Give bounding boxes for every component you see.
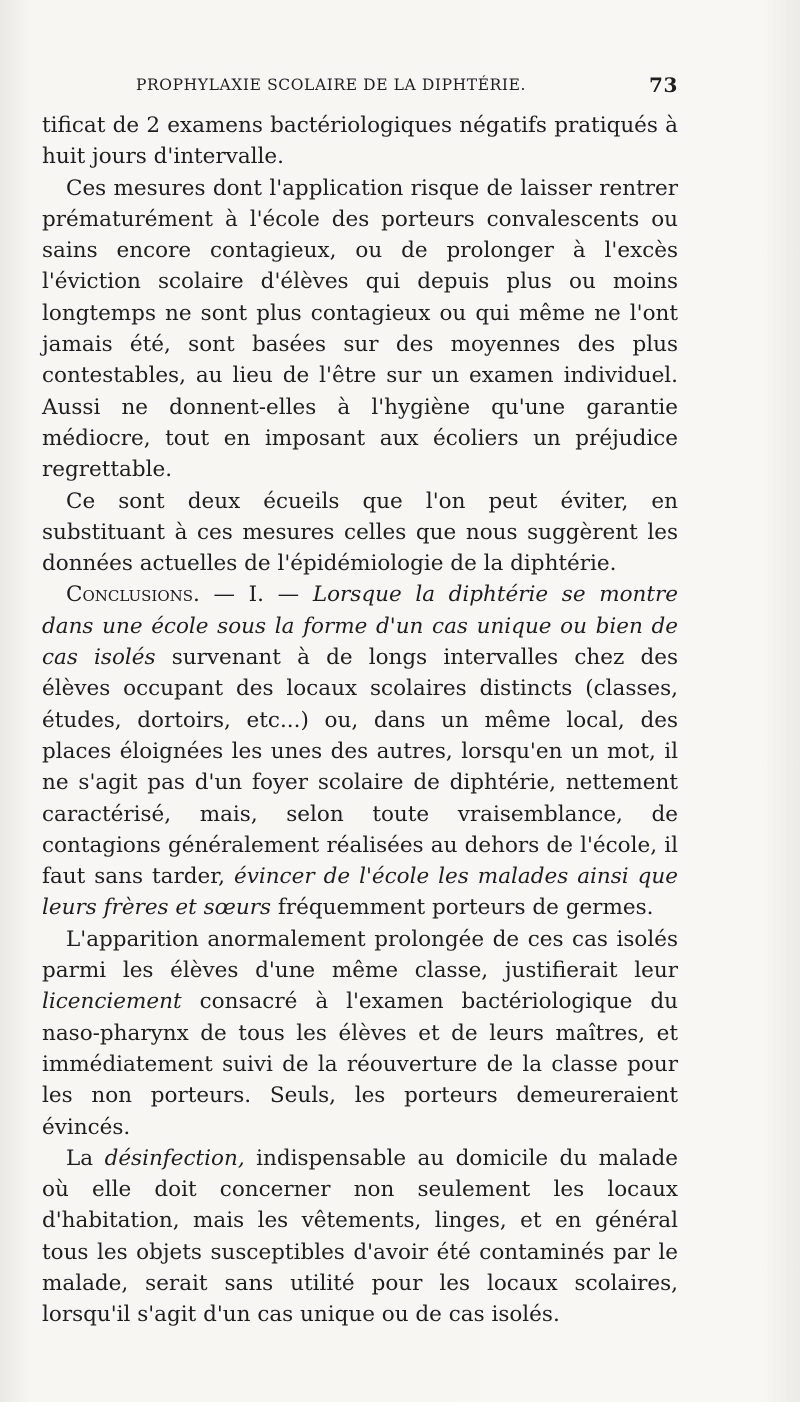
page-header <box>128 73 678 102</box>
paragraph-desinfection <box>42 1143 678 1331</box>
conclusion-italic-text: Lorsque la diphtérie se montre dans une école sous la forme d'un cas unique ou bien de cas isolés <box>42 582 679 671</box>
paragraph-mesures <box>42 173 678 486</box>
paragraph-text: Ces mesures dont l'application risque de laisser rentrer prématurément à l'école des porteurs convalescents ou sains encore contagieux, ou de prolonger à l'excès l'éviction scolaire d'élèves qui depuis plus ou moins longtemps ne sont plus contagieux ou qui même ne l'ont jamais été, sont basées sur des moyennes des plus contestables, au lieu de l'être sur un examen individuel. Aussi ne donnent-elles à l'hygiène qu'une garantie médiocre, tout en imposant aux écoliers un préjudice regrettable. <box>42 175 678 483</box>
conclusions-label: Conclusions. <box>66 582 200 608</box>
paragraph-text: fréquemment porteurs de germes. <box>277 895 654 921</box>
paragraph-conclusions <box>42 579 678 923</box>
paragraph-text: Ce sont deux écueils que l'on peut éviter, en substituant à ces mesures celles que nous suggèrent les données actuelles de l'épidémiologie de la diphtérie. <box>42 488 678 577</box>
conclusion-number: — I. — <box>213 582 300 608</box>
emphasis-desinfection: désinfection, <box>104 1145 245 1171</box>
paragraph-text: tificat de 2 examens bactériologiques négatifs pratiqués à huit jours d'intervalle. <box>42 113 678 170</box>
body-text <box>42 110 678 1331</box>
paragraph-text: La <box>66 1145 94 1171</box>
page-number: 73 <box>648 73 678 97</box>
conclusion-directive: évincer de l'école les malades ainsi que leurs frères et sœurs <box>42 864 678 921</box>
paragraph-text: consacré à l'examen bactériologique du naso-pharynx de tous les élèves et de leurs maîtres, et immédiatement suivi de la réouverture de la classe pour les non porteurs. Seuls, les porteurs demeureraient évincés. <box>42 989 679 1140</box>
emphasis-licenciement: licenciement <box>42 989 182 1015</box>
paragraph-text: survenant à de longs intervalles chez des élèves occupant des locaux scolaires distincts (classes, études, dortoirs, etc...) ou, dans un même local, des places éloignées les unes des autres, lorsqu'en un mot, il ne s'agit pas d'un foyer scolaire de diphtérie, nettement caractérisé, mais, selon toute vraisemblance, de contagions généralement réalisées au dehors de l'école, il faut sans tarder, <box>42 645 678 890</box>
paragraph-ecueils <box>42 486 678 580</box>
paragraph-text: L'apparition anormalement prolongée de ces cas isolés parmi les élèves d'une même classe, justifierait leur <box>42 926 678 984</box>
paragraph-text: indispensable au domicile du malade où elle doit concerner non seulement les locaux d'habitation, mais les vêtements, linges, et en général tous les objets susceptibles d'avoir été contaminés par le malade, serait sans utilité pour les locaux scolaires, lorsqu'il s'agit d'un cas unique ou de cas isolés. <box>42 1145 678 1328</box>
paragraph-continuation <box>42 110 678 173</box>
paragraph-apparition <box>42 924 678 1143</box>
running-title: PROPHYLAXIE SCOLAIRE DE LA DIPHTÉRIE. <box>136 76 527 94</box>
